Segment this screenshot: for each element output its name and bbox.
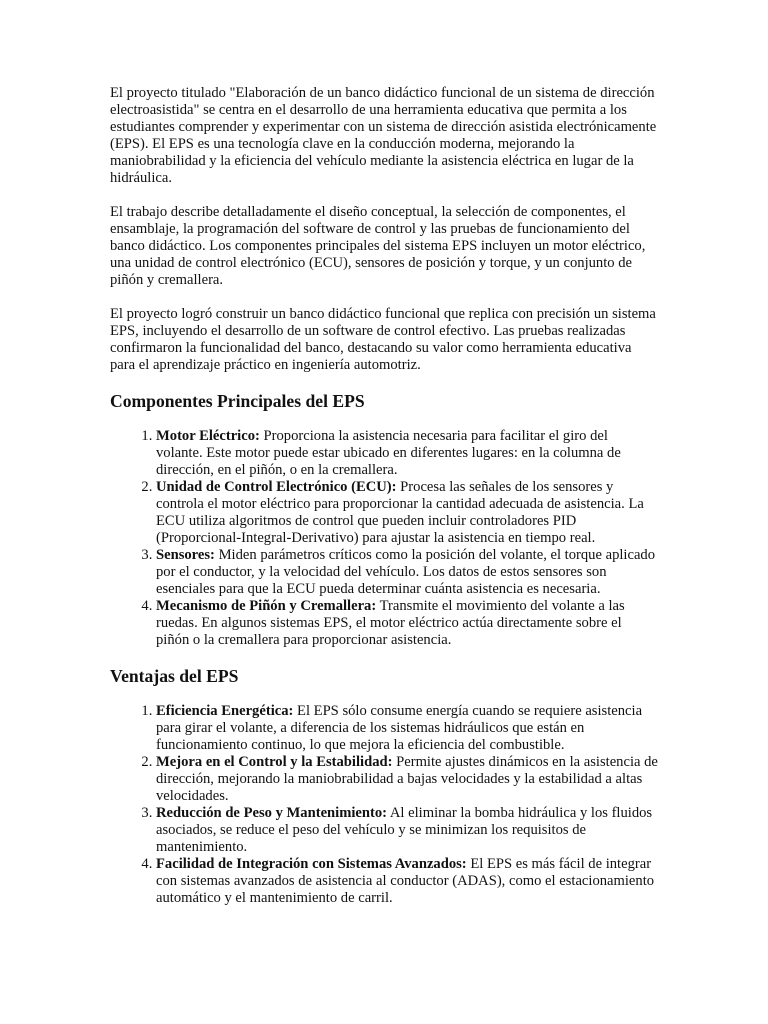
list-item	[156, 428, 658, 479]
item-text: Al eliminar la bomba hidráulica y los fluidos asociados, se reduce el peso del vehículo y se minimizan los requisitos de mantenimiento.	[156, 805, 653, 855]
item-text: El EPS sólo consume energía cuando se requiere asistencia para girar el volante, a diferencia de los sistemas hidráulicos que están en funcionamiento continuo, lo que mejora la eficiencia del combustible.	[156, 703, 643, 753]
item-text: Transmite el movimiento del volante a las ruedas. En algunos sistemas EPS, el motor eléctrico actúa directamente sobre el piñón o la cremallera para proporcionar asistencia.	[156, 598, 625, 648]
components-list	[110, 428, 658, 649]
list-item	[156, 479, 658, 547]
item-text: El EPS es más fácil de integrar con sistemas avanzados de asistencia al conductor (ADAS), como el estacionamiento automático y el mantenimiento de carril.	[156, 856, 655, 906]
item-title: Mejora en el Control y la Estabilidad:	[156, 754, 393, 770]
list-item	[156, 805, 658, 856]
list-item	[156, 754, 658, 805]
list-item	[156, 856, 658, 907]
item-title: Sensores:	[156, 547, 215, 563]
list-item	[156, 703, 658, 754]
item-title: Mecanismo de Piñón y Cremallera:	[156, 598, 377, 614]
intro-paragraph-2: El trabajo describe detalladamente el diseño conceptual, la selección de componentes, el ensamblaje, la programación del software de control y las pruebas de funcionamiento del banco didáctico. Los componentes principales del sistema EPS incluyen un motor eléctrico, una unidad de control electrónico (ECU), sensores de posición y torque, y un conjunto de piñón y cremallera.	[110, 204, 646, 288]
components-heading: Componentes Principales del EPS	[110, 391, 365, 411]
list-item	[156, 598, 658, 649]
item-text: Proporciona la asistencia necesaria para facilitar el giro del volante. Este motor puede estar ubicado en diferentes lugares: en la columna de dirección, en el piñón, o en la cremallera.	[156, 428, 621, 478]
advantages-list	[110, 703, 658, 907]
intro-paragraph-1: El proyecto titulado "Elaboración de un banco didáctico funcional de un sistema de dirección electroasistida" se centra en el desarrollo de una herramienta educativa que permita a los estudiantes comprender y experimentar con un sistema de dirección asistida electrónicamente (EPS). El EPS es una tecnología clave en la conducción moderna, mejorando la maniobrabilidad y la eficiencia del vehículo mediante la asistencia eléctrica en lugar de la hidráulica.	[110, 85, 657, 186]
item-title: Unidad de Control Electrónico (ECU):	[156, 479, 397, 495]
item-text: Miden parámetros críticos como la posición del volante, el torque aplicado por el conductor, y la velocidad del vehículo. Los datos de estos sensores son esenciales para que la ECU pueda determinar cuánta asistencia es necesaria.	[156, 547, 656, 597]
item-title: Eficiencia Energética:	[156, 703, 294, 719]
item-title: Reducción de Peso y Mantenimiento:	[156, 805, 388, 821]
list-item	[156, 547, 658, 598]
item-title: Motor Eléctrico:	[156, 428, 260, 444]
advantages-heading: Ventajas del EPS	[110, 666, 239, 686]
document-page	[110, 85, 658, 924]
item-title: Facilidad de Integración con Sistemas Avanzados:	[156, 856, 467, 872]
item-text: Permite ajustes dinámicos en la asistencia de dirección, mejorando la maniobrabilidad a bajas velocidades y la estabilidad a altas velocidades.	[156, 754, 658, 804]
intro-paragraph-3: El proyecto logró construir un banco didáctico funcional que replica con precisión un sistema EPS, incluyendo el desarrollo de un software de control efectivo. Las pruebas realizadas confirmaron la funcionalidad del banco, destacando su valor como herramienta educativa para el aprendizaje práctico en ingeniería automotriz.	[110, 306, 656, 373]
item-text: Procesa las señales de los sensores y controla el motor eléctrico para proporcionar la cantidad adecuada de asistencia. La ECU utiliza algoritmos de control que pueden incluir controladores PID (Proporcional-Integral-Derivativo) para ajustar la asistencia en tiempo real.	[156, 479, 644, 546]
